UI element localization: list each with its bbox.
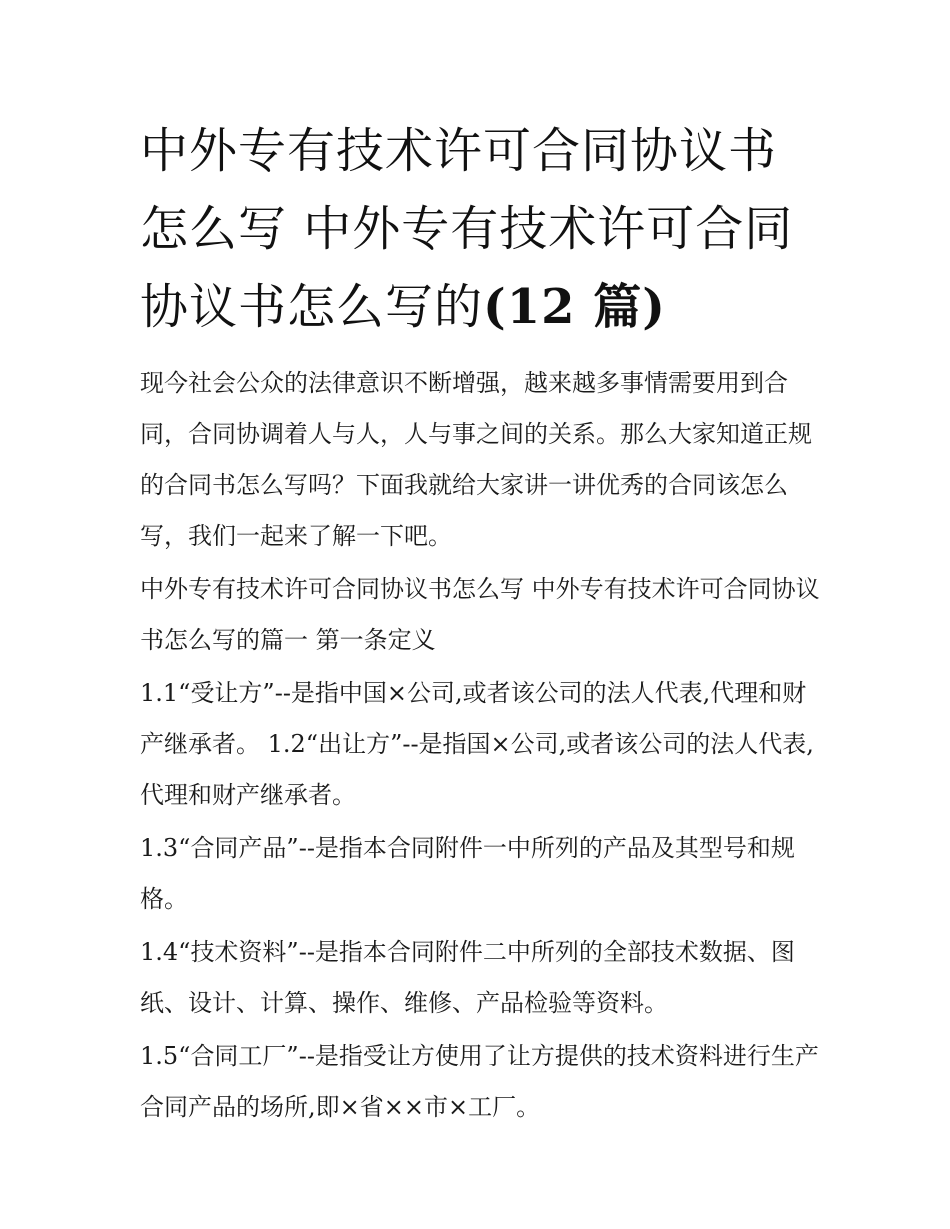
intro-paragraph: 现今社会公众的法律意识不断增强，越来越多事情需要用到合同，合同协调着人与人，人与事之间的关系。那么大家知道正规的合同书怎么写吗？下面我就给大家讲一讲优秀的合同该怎么写，我们一起来了解一下吧。 [140, 369, 812, 550]
document-title-count: (12 篇) [483, 279, 666, 335]
document-title-text: 中外专有技术许可合同协议书怎么写 中外专有技术许可合同协议书怎么写的 [140, 123, 794, 335]
document-body [140, 358, 820, 1133]
document-title [140, 112, 820, 346]
section-heading-paragraph: 中外专有技术许可合同协议书怎么写 中外专有技术许可合同协议书怎么写的篇一 第一条定义 [140, 575, 820, 654]
definition-paragraph: 1.3“合同产品”--是指本合同附件一中所列的产品及其型号和规格。 [140, 834, 795, 913]
document-page [140, 112, 820, 1135]
definition-paragraph: 1.5“合同工厂”--是指受让方使用了让方提供的技术资料进行生产合同产品的场所,即×省××市×工厂。 [140, 1042, 819, 1121]
definition-paragraph: 1.1“受让方”--是指中国×公司,或者该公司的法人代表,代理和财产继承者。 1.2“出让方”--是指国×公司,或者该公司的法人代表,代理和财产继承者。 [140, 679, 814, 809]
definition-paragraph: 1.4“技术资料”--是指本合同附件二中所列的全部技术数据、图纸、设计、计算、操作、维修、产品检验等资料。 [140, 938, 795, 1017]
